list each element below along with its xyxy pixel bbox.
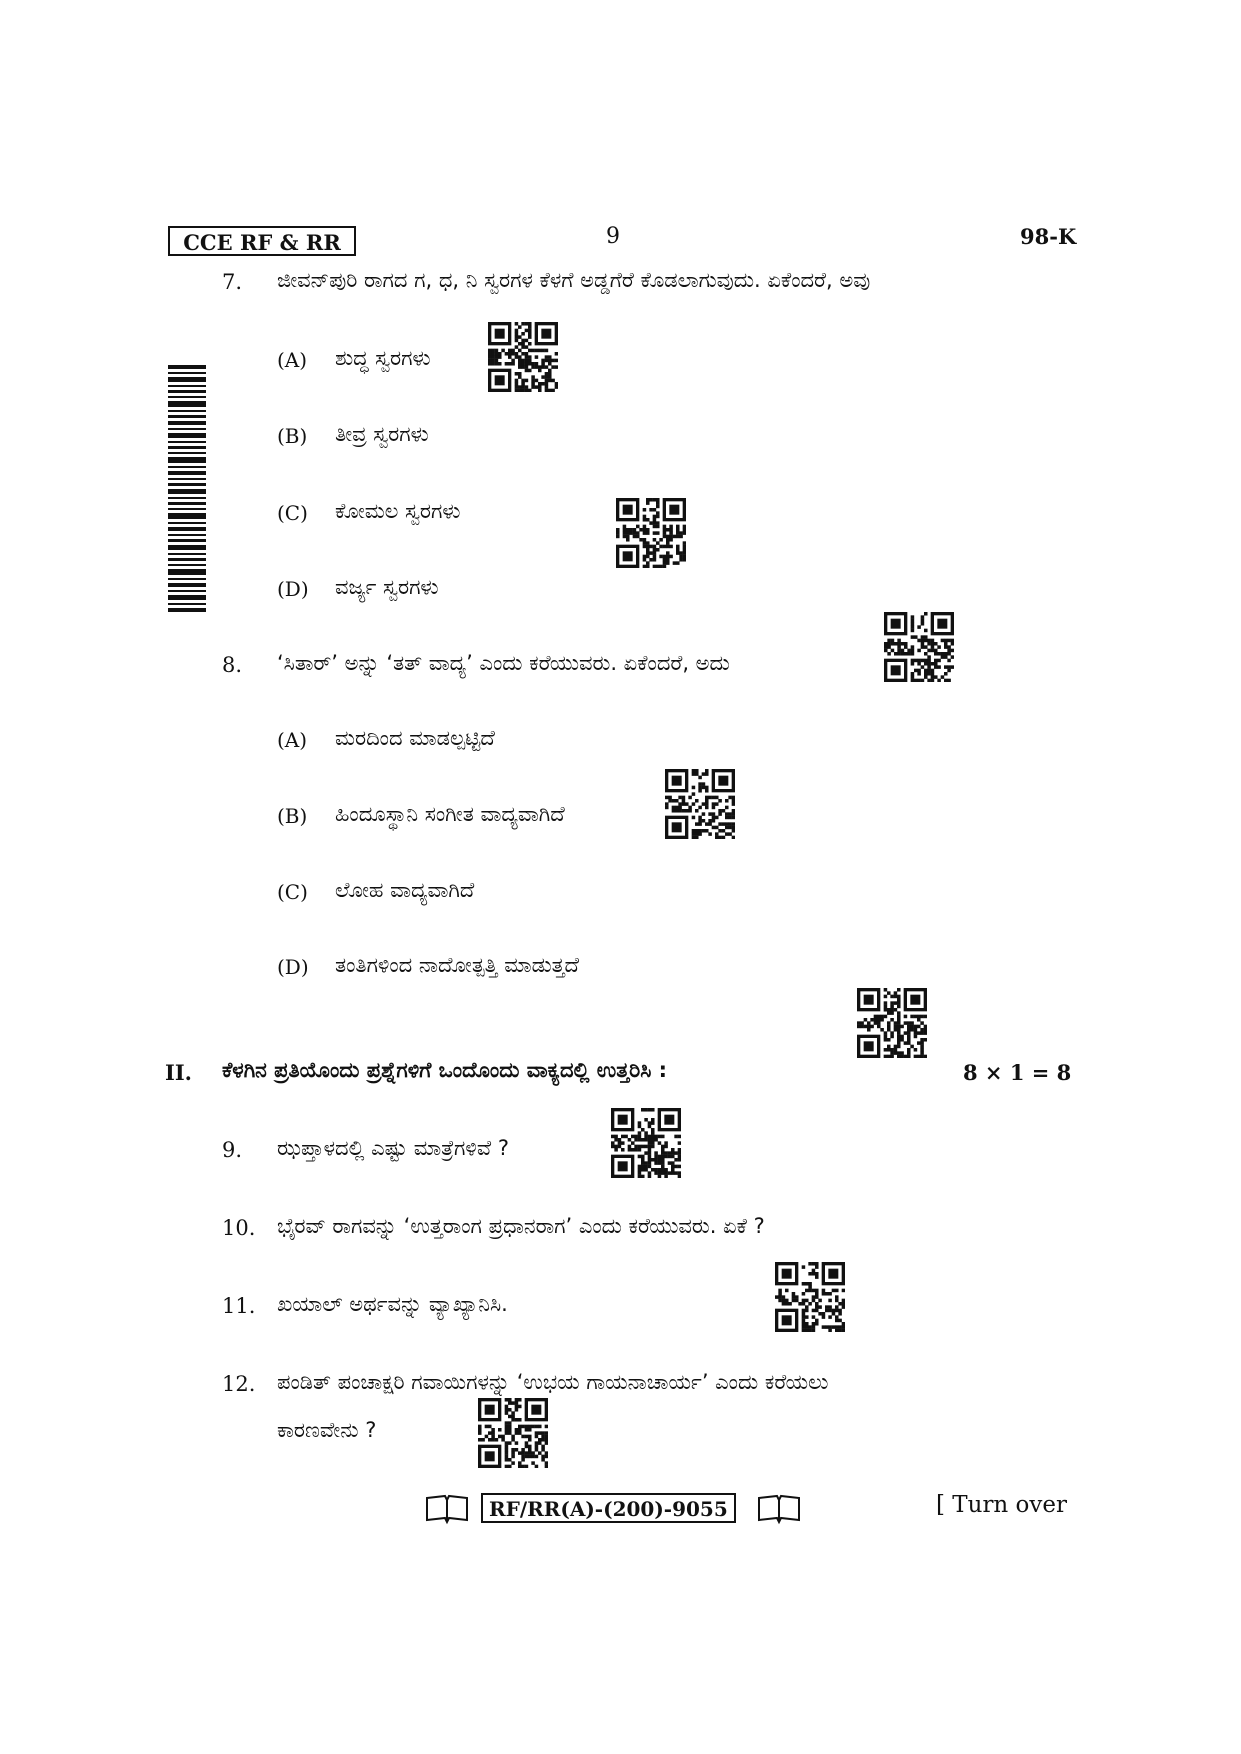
qr-code-icon — [857, 988, 927, 1058]
question-number: 12. — [222, 1372, 256, 1396]
option-text: ಹಿಂದೂಸ್ಥಾನಿ ಸಂಗೀತ ವಾದ್ಯವಾಗಿದೆ — [335, 802, 565, 826]
question-text-continued: ಕಾರಣವೇನು ? — [277, 1418, 377, 1442]
question-number: 7. — [222, 270, 243, 294]
option-label: (A) — [277, 348, 308, 372]
option-label: (A) — [277, 728, 308, 752]
option-label: (C) — [277, 501, 308, 525]
option-text: ಮರದಿಂದ ಮಾಡಲ್ಪಟ್ಟಿದೆ — [335, 726, 495, 750]
option-label: (D) — [277, 577, 309, 601]
option-label: (D) — [277, 955, 309, 979]
qr-code-icon — [775, 1262, 845, 1332]
option-text: ಲೋಹ ವಾದ್ಯವಾಗಿದೆ — [335, 878, 475, 902]
question-number: 8. — [222, 653, 243, 677]
turn-over-note: [ Turn over — [936, 1492, 1068, 1518]
option-text: ತೀವ್ರ ಸ್ವರಗಳು — [335, 422, 429, 446]
qr-code-icon — [884, 612, 954, 682]
book-icon — [424, 1493, 470, 1525]
question-number: 11. — [222, 1294, 256, 1318]
question-text: ‘ಸಿತಾರ್’ ಅನ್ನು ‘ತತ್ ವಾದ್ಯ’ ಎಂದು ಕರೆಯುವರು. ಏಕೆಂದರೆ, ಅದು — [277, 651, 730, 675]
question-text: ಜೀವನ್‌ಪುರಿ ರಾಗದ ಗ, ಧ, ನಿ ಸ್ವರಗಳ ಕೆಳಗೆ ಅಡ್ಡಗೆರೆ ಕೊಡಲಾಗುವುದು. ಏಕೆಂದರೆ, ಅವು — [277, 268, 871, 292]
option-label: (C) — [277, 880, 308, 904]
option-text: ಕೋಮಲ ಸ್ವರಗಳು — [335, 499, 461, 523]
option-label: (B) — [277, 424, 308, 448]
qr-code-icon — [488, 322, 558, 392]
barcode-icon — [168, 365, 206, 615]
question-text: ಪಂಡಿತ್ ಪಂಚಾಕ್ಷರಿ ಗವಾಯಿಗಳನ್ನು ‘ಉಭಯ ಗಾಯನಾಚಾರ್ಯ’ ಎಂದು ಕರೆಯಲು — [277, 1370, 829, 1394]
question-text: ಭೈರವ್ ರಾಗವನ್ನು ‘ಉತ್ತರಾಂಗ ಪ್ರಧಾನರಾಗ’ ಎಂದು ಕರೆಯುವರು. ಏಕೆ ? — [277, 1214, 765, 1238]
qr-code-icon — [478, 1398, 548, 1468]
option-text: ತಂತಿಗಳಿಂದ ನಾದೋತ್ಪತ್ತಿ ಮಾಡುತ್ತದೆ — [335, 953, 579, 977]
option-text: ಶುದ್ಧ ಸ್ವರಗಳು — [335, 346, 431, 370]
option-label: (B) — [277, 804, 308, 828]
qr-code-icon — [616, 498, 686, 568]
section-instruction: ಕೆಳಗಿನ ಪ್ರತಿಯೊಂದು ಪ್ರಶ್ನೆಗಳಿಗೆ ಒಂದೊಂದು ವಾಕ್ಯದಲ್ಲಿ ಉತ್ತರಿಸಿ : — [222, 1058, 668, 1082]
book-icon — [756, 1493, 802, 1525]
question-text: ಝಪ್ತಾಳದಲ್ಲಿ ಎಷ್ಟು ಮಾತ್ರೆಗಳಿವೆ ? — [277, 1136, 509, 1160]
question-text: ಖಯಾಲ್ ಅರ್ಥವನ್ನು ವ್ಯಾಖ್ಯಾನಿಸಿ. — [277, 1292, 508, 1316]
exam-tag: CCE RF & RR — [168, 226, 356, 256]
qr-code-icon — [665, 769, 735, 839]
booklet-code: RF/RR(A)-(200)-9055 — [481, 1493, 736, 1523]
qr-code-icon — [611, 1108, 681, 1178]
question-number: 10. — [222, 1216, 256, 1240]
option-text: ವರ್ಜ್ಯ ಸ್ವರಗಳು — [335, 575, 439, 599]
page-number: 9 — [606, 224, 620, 249]
section-marks: 8 × 1 = 8 — [963, 1060, 1072, 1085]
question-number: 9. — [222, 1138, 243, 1162]
section-number: II. — [165, 1060, 192, 1085]
paper-code: 98-K — [1020, 224, 1077, 249]
